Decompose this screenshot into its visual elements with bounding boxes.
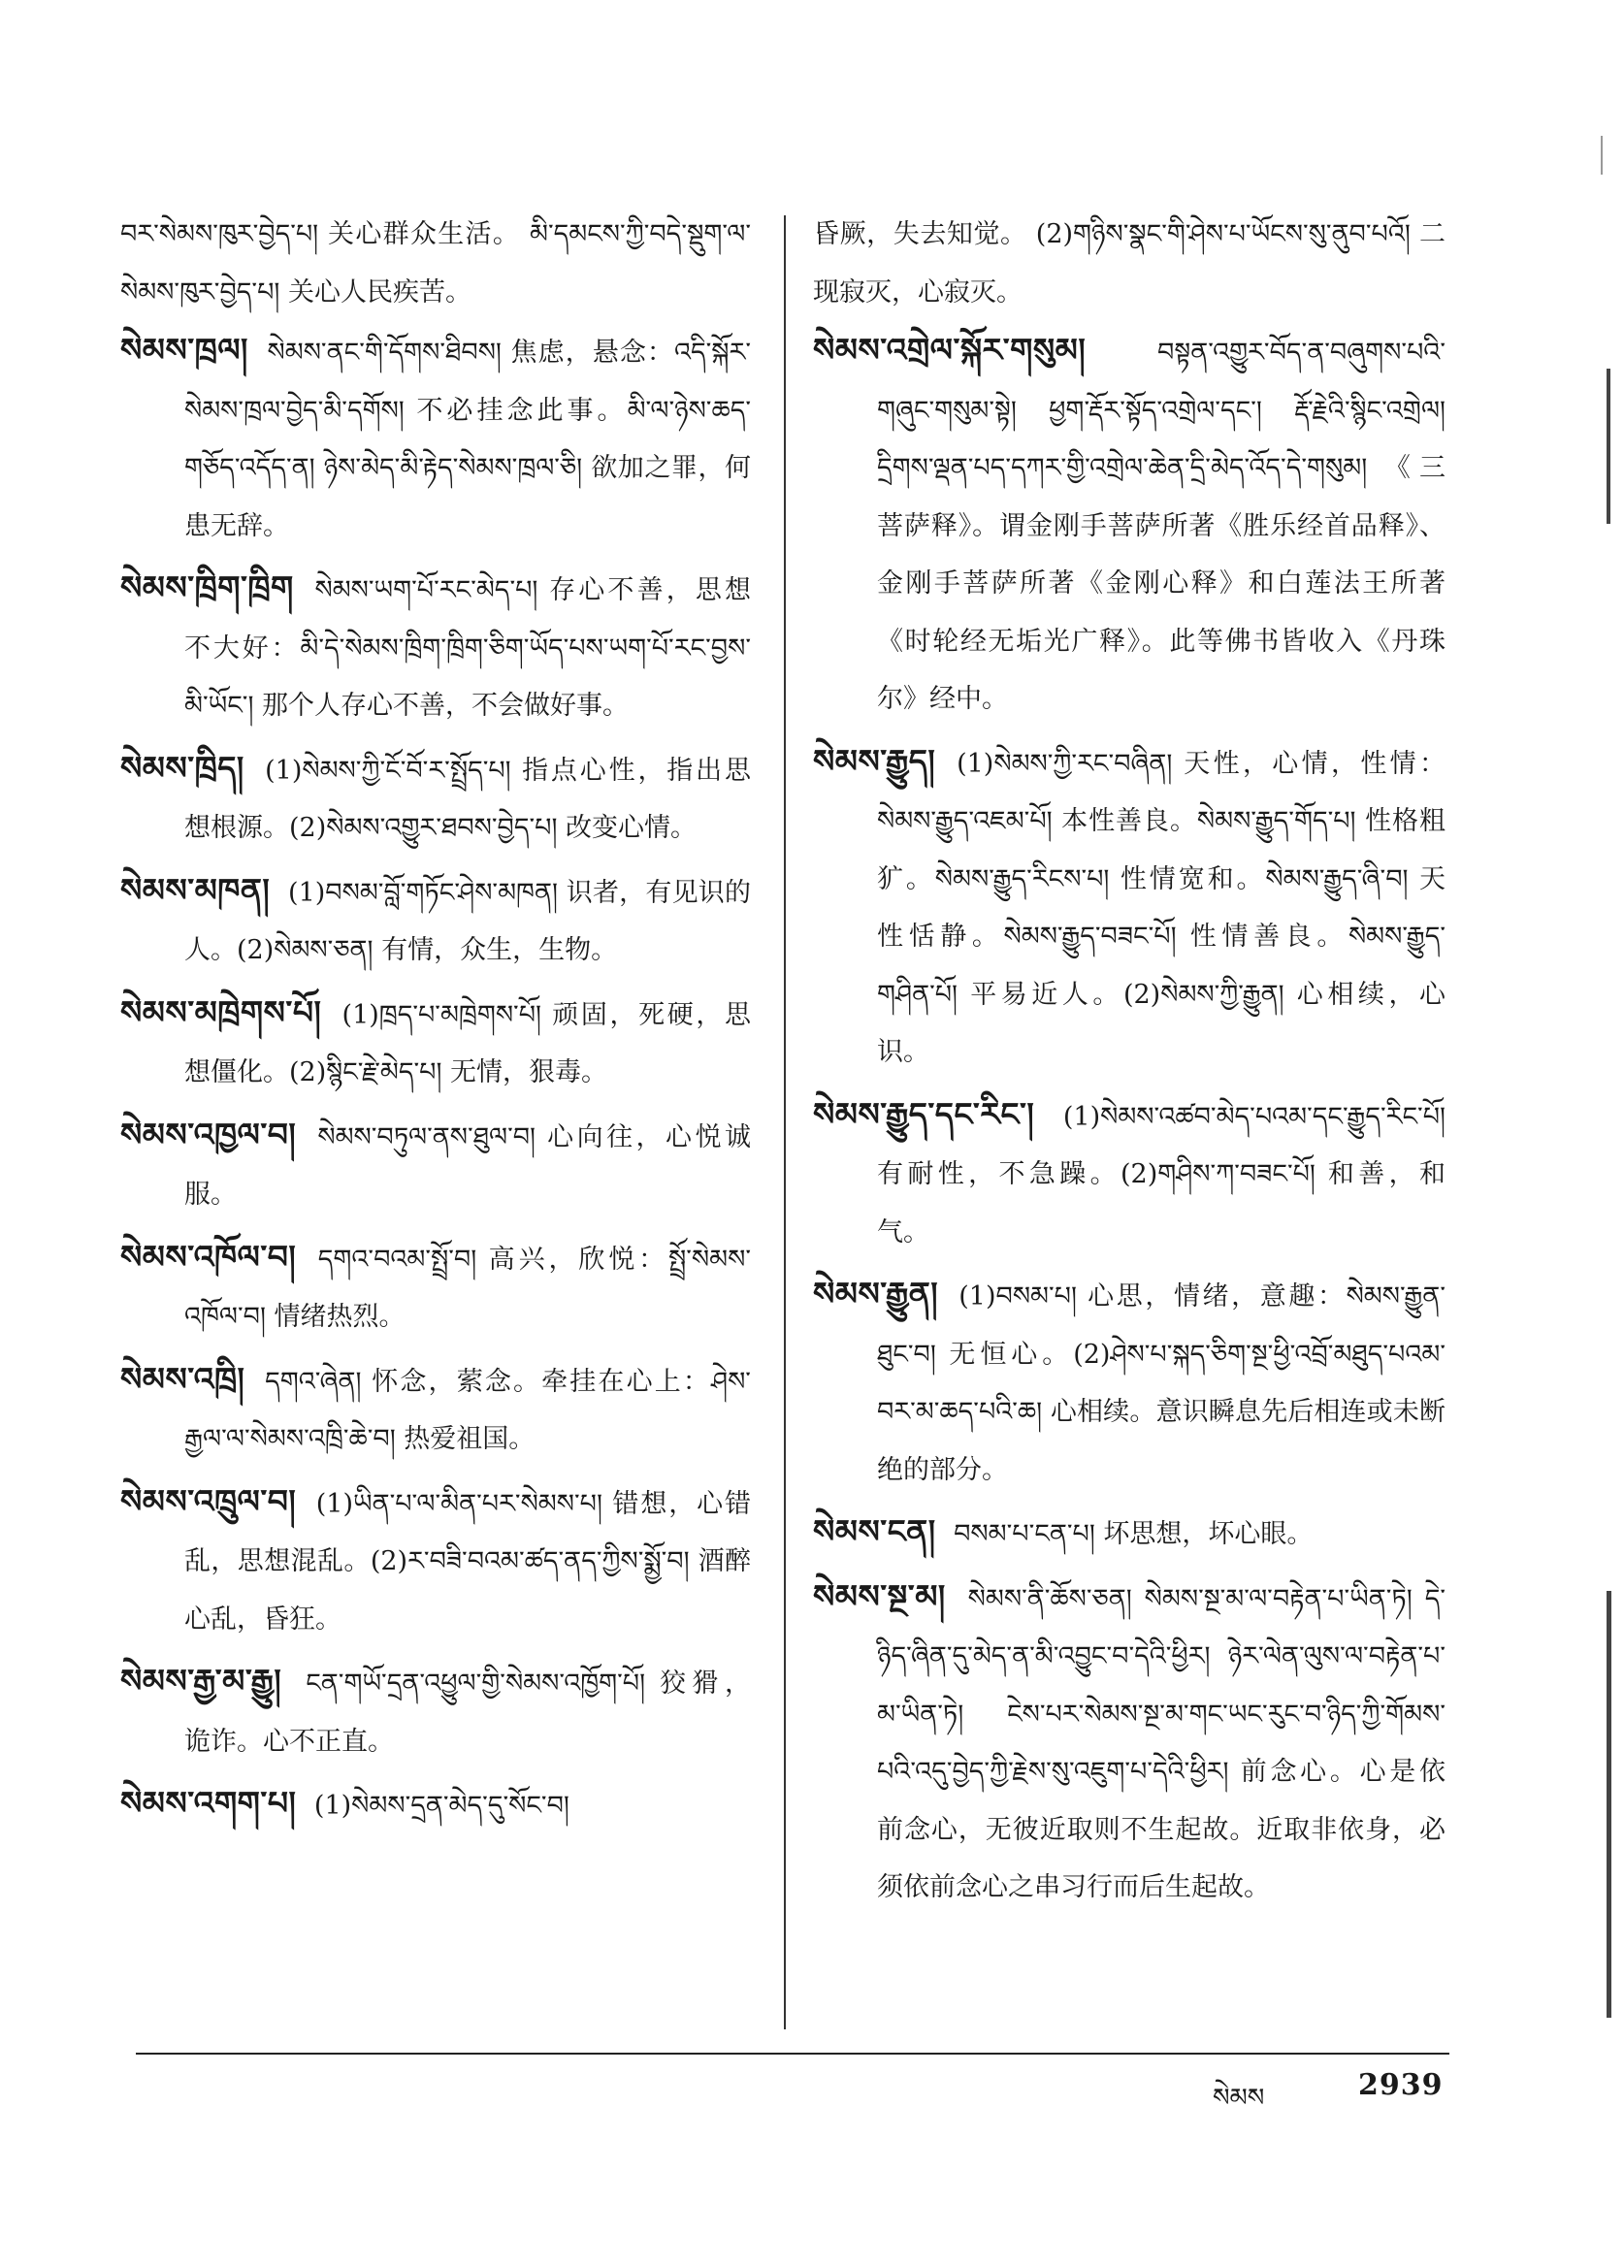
entry-headword: སེམས་ཁྲིད། [120,748,244,787]
entry-headword: སེམས་འཁྲུལ་བ། [120,1481,297,1520]
entry-headword: སེམས་འཁོལ་བ། [120,1237,297,1276]
entry-headword: སེམས་སྔ་མ། [813,1576,946,1615]
entry-text: 昏厥，失去知觉。 (2)གཉིས་སྣང་གི་ཤེས་པ་ཡོངས་སུ་ནུབ་པའོ། 二现寂灭，心寂灭。 [813,219,1445,308]
scan-margin-mark [1607,1591,1611,2018]
dictionary-entry [120,739,751,858]
page-number: 2939 [1358,2068,1444,2102]
entry-text: (1)བསམ་པ། 心思，情绪，意趣：སེམས་རྒྱུན་ཐུང་བ། 无恒心。(2)ཤེས་པ་སྐད་ཅིག་སྔ་ཕྱི་འབྲོ་མཐུད་པའམ་བར་མ་ཆད་པའི་ཆ། 心相续。意识瞬息先后相连或未断绝的部分。 [877,1281,1445,1485]
entry-text: (1)བསམ་བློ་གཏོང་ཤེས་མཁན། 识者，有见识的人。(2)སེམས་ཅན། 有情，众生，生物。 [184,877,751,965]
dictionary-entry [813,1568,1445,1917]
dictionary-entry [813,732,1445,1082]
entry-text: སེམས་བཏུལ་ནས་ཐུལ་བ། 心向往，心悦诚服。 [184,1121,751,1210]
entry-text: ངན་གཡོ་དྲན་འཕྱུལ་གྱི་སེམས་འཁྱོག་པོ། 狡猾，诡诈。心不正直。 [184,1669,751,1757]
entry-headword: སེམས་འཁྲི། [120,1359,245,1398]
entry-headword: སེམས་རྒྱུན། [813,1275,939,1312]
dictionary-entry [120,1350,751,1469]
dictionary-entry [120,1473,751,1649]
entry-headword: སེམས་རྒྱུད་དང་རིང་། [813,1094,1035,1133]
entry-text: (1)ཁྲད་པ་མཁྲེགས་པོ། 顽固，死硬，思想僵化。(2)སྙིང་རྗེ་མེད་པ། 无情，狠毒。 [184,999,751,1087]
dictionary-entry [813,1503,1445,1564]
dictionary-entry [120,861,751,980]
dictionary-entry [813,1085,1445,1262]
entry-headword: སེམས་རྒྱ་མ་རྒྱུ། [120,1662,282,1700]
entry-text: (1)ཡིན་པ་ལ་མིན་པར་སེམས་པ། 错想，心错乱，思想混乱。(2)ར་བཟི་བའམ་ཚད་ནད་ཀྱིས་སྨྱོ་བ། 酒醉心乱，昏狂。 [184,1488,751,1635]
entry-headword: སེམས་འགག་པ། [120,1784,297,1822]
running-head: སེམས [1213,2084,1265,2113]
entry-text: (1)སེམས་ཀྱི་རང་བཞིན། 天性，心情，性情：སེམས་རྒྱུད་འཇམ་པོ། 本性善良。སེམས་རྒྱུད་གོད་པ། 性格粗犷。སེམས་རྒྱུད་རིངས་པ། 性情宽和。སེམས་རྒྱུད་ཞི་བ། 天性恬静。སེམས་རྒྱུད་བཟང་པོ། 性情善良。སེམས་རྒྱུད་གཤིན་པོ། 平易近人。(2)སེམས་ཀྱི་རྒྱུན། 心相续，心识。 [877,748,1445,1067]
dictionary-entry [813,321,1445,729]
entry-text: དགའ་ཞེན། 怀念，萦念。牵挂在心上：ཤེས་རྒྱལ་ལ་སེམས་འཁྲི་ཆེ་བ། 热爱祖国。 [184,1366,751,1454]
entry-text: བསམ་པ་ངན་པ། 坏思想，坏心眼。 [954,1519,1314,1549]
entry-text: (1)སེམས་འཚབ་མེད་པའམ་དང་རྒྱུད་རིང་པོ། 有耐性，不急躁。(2)གཤིས་ཀ་བཟང་པོ། 和善，和气。 [877,1101,1445,1247]
entry-continuation [120,206,751,321]
entry-text: (1)སེམས་དྲན་མེད་དུ་སོང་བ། [313,1791,569,1821]
left-column [120,206,751,1839]
entry-text: སེམས་ནང་གི་དོགས་ཐིབས། 焦虑，悬念：འདི་སྐོར་སེམས་ཁྲལ་བྱེད་མི་དགོས། 不必挂念此事。མི་ལ་ཉེས་ཆད་གཅོད་འདོད་ན། ཉེས་མེད་མི་རྟེད་སེམས་ཁྲལ་ཅི། 欲加之罪，何患无辞。 [184,338,751,541]
scan-margin-mark [1607,369,1610,524]
entry-text: (1)སེམས་ཀྱི་ངོ་བོ་ར་སྤྲོད་པ། 指点心性，指出思想根源。(2)སེམས་འགྱུར་ཐབས་བྱེད་པ། 改变心情。 [184,755,751,843]
entry-headword: སེམས་ཁྲལ། [120,331,248,369]
dictionary-entry [120,559,751,735]
entry-headword: སེམས་འགྲེལ་སྐོར་གསུམ། [813,331,1087,369]
entry-headword: སེམས་མཁན། [120,870,271,909]
entry-continuation [813,206,1445,321]
entry-headword: སེམས་ངན། [813,1512,936,1550]
dictionary-entry [120,1106,751,1224]
footer-rule [136,2053,1449,2055]
dictionary-entry [120,984,751,1102]
entry-headword: སེམས་ཁྲིག་ཁྲིག [120,568,294,606]
dictionary-entry [120,1228,751,1346]
entry-text: སེམས་ཡག་པོ་རང་མེད་པ། 存心不善，思想不大好：མི་དེ་སེམས་ཁྲིག་ཁྲིག་ཅིག་ཡོད་པས་ཡག་པོ་རང་བྱས་མི་ཡོང་། 那个人存心不善，不会做好事。 [184,575,751,721]
right-column [813,206,1445,1921]
scan-margin-mark [1601,136,1603,175]
dictionary-entry [120,1774,751,1835]
dictionary-entry [120,321,751,555]
dictionary-entry [813,1265,1445,1499]
entry-text: བར་སེམས་ཁུར་བྱེད་པ། 关心群众生活。 མི་དམངས་ཀྱི་བདེ་སྡུག་ལ་སེམས་ཁུར་བྱེད་པ། 关心人民疾苦。 [120,219,751,308]
entry-text: སེམས་ནི་ཆོས་ཅན། སེམས་སྔ་མ་ལ་བརྟེན་པ་ཡིན་ཏེ། དེ་ཉིད་ཞིན་དུ་མེད་ན་མི་འབྱུང་བ་དེའི་ཕྱིར། ཉེར་ལེན་ལུས་ལ་བརྟེན་པ་མ་ཡིན་ཏེ། ངེས་པར་སེམས་སྔ་མ་གང་ཡང་རུང་བ་ཉིད་ཀྱི་གོམས་པའི་འདུ་བྱེད་ཀྱི་རྗེས་སུ་འཇུག་པ་དེའི་ཕྱིར། 前念心。心是依前念心，无彼近取则不生起故。近取非依身，必须依前念心之串习行而后生起故。 [877,1583,1445,1902]
dictionary-entry [120,1652,751,1770]
entry-headword: སེམས་མཁྲེགས་པོ། [120,992,322,1031]
entry-headword: སེམས་འཁྱལ་བ། [120,1115,297,1153]
entry-text: དགའ་བའམ་སྤྲོ་བ། 高兴，欣悦：སྤྲོ་སེམས་འཁོལ་བ། 情绪热烈。 [184,1244,751,1332]
column-divider [784,215,786,2029]
entry-text: བསྟན་འགྱུར་བོད་ན་བཞུགས་པའི་གཞུང་གསུམ་སྟེ། ཕྱག་རྡོར་སྟོད་འགྲེལ་དང་། རྡོ་རྗེའི་སྙིང་འགྲེལ། དྲིགས་ལྡན་པད་དཀར་གྱི་འགྲེལ་ཆེན་དྲི་མེད་འོད་དེ་གསུམ། 《三菩萨释》。谓金刚手菩萨所著《胜乐经首品释》、金刚手菩萨所著《金刚心释》和白莲法王所著《时轮经无垢光广释》。此等佛书皆收入《丹珠尔》经中。 [877,338,1445,714]
entry-headword: སེམས་རྒྱུད། [813,741,936,780]
